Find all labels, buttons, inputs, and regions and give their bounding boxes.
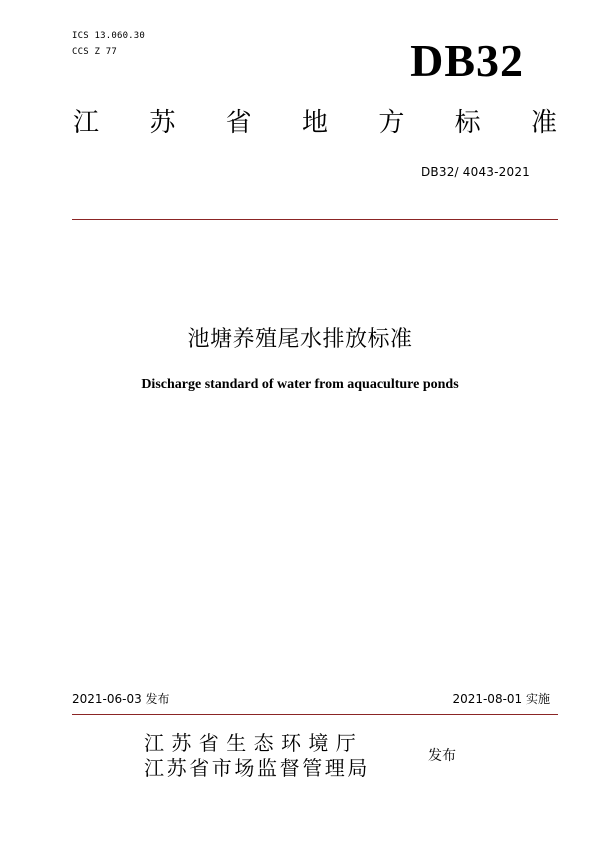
- category-char: 省: [225, 108, 252, 138]
- category-char: 地: [301, 108, 328, 138]
- category-char: 江: [73, 108, 100, 138]
- implementation-date: 2021-08-01 实施: [452, 692, 550, 706]
- publish-label: 发布: [428, 748, 456, 764]
- release-date: 2021-06-03 发布: [72, 692, 170, 706]
- category-char: 准: [530, 108, 557, 138]
- issuer-line-1: 江苏省生态环境厅: [144, 731, 364, 755]
- standard-code: DB32/ 4043-2021: [420, 165, 530, 179]
- top-divider: [72, 219, 558, 220]
- category-char: 苏: [149, 108, 176, 138]
- ccs-code: CCS Z 77: [72, 47, 117, 57]
- title-chinese: 池塘养殖尾水排放标准: [187, 327, 413, 352]
- bottom-divider: [72, 714, 558, 715]
- standard-mark: DB32: [410, 35, 524, 86]
- category-char: 标: [454, 108, 481, 138]
- title-english: Discharge standard of water from aquaculture ponds: [141, 377, 459, 392]
- category-char: 方: [378, 108, 405, 138]
- issuer-line-2: 江苏省市场监督管理局: [144, 756, 370, 780]
- ics-code: ICS 13.060.30: [72, 31, 146, 41]
- standard-category: [73, 110, 557, 136]
